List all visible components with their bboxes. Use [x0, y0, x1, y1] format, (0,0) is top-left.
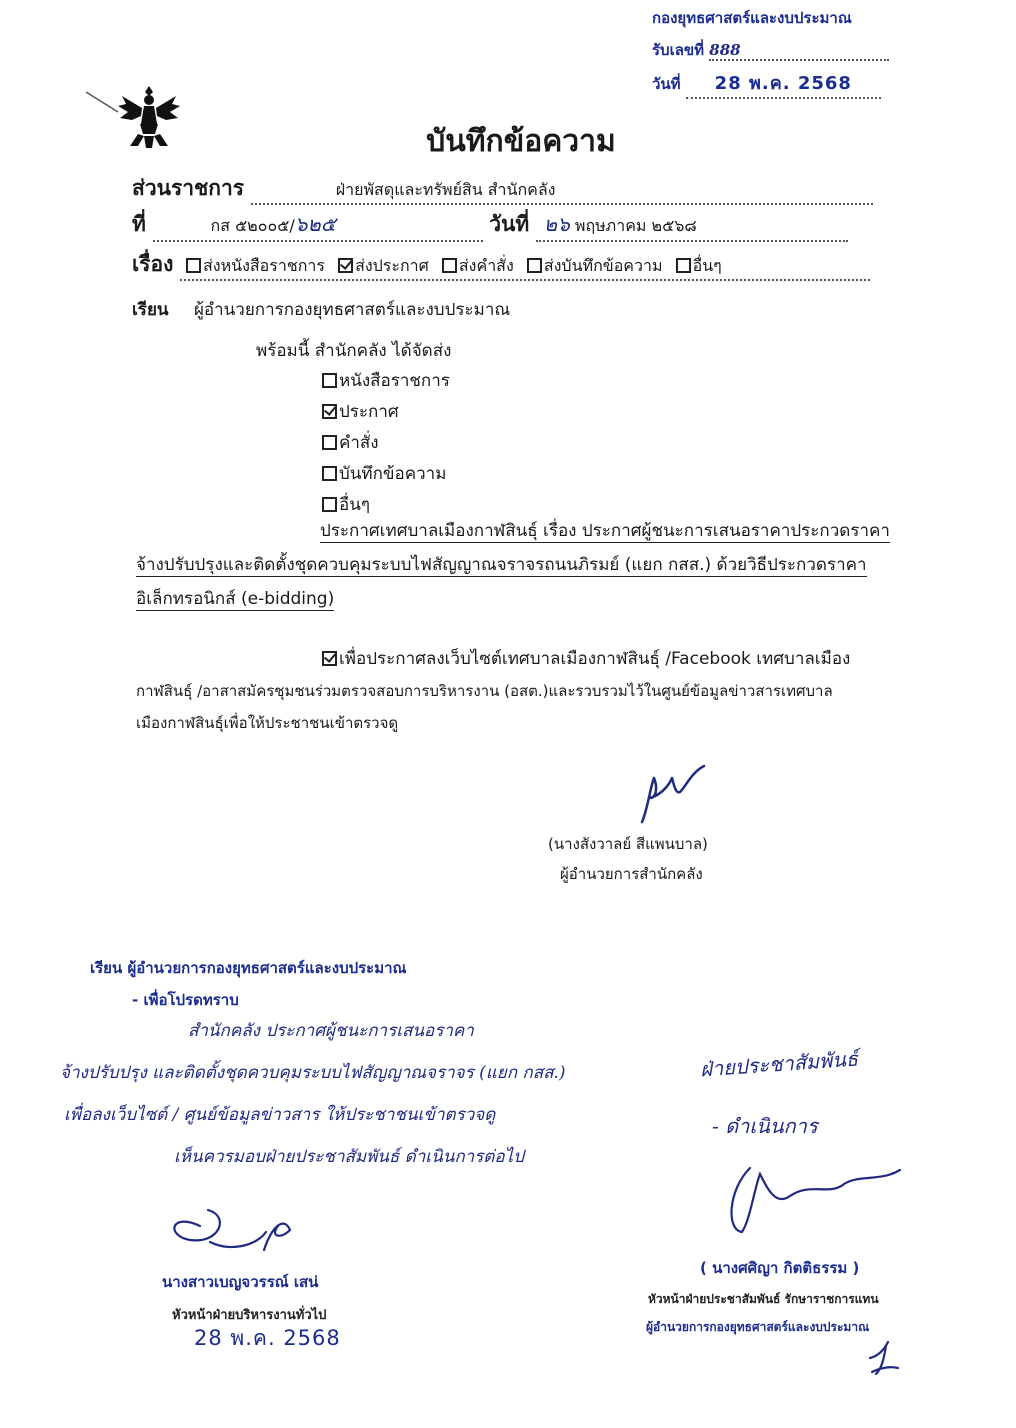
checkbox-checked[interactable]	[322, 651, 337, 666]
subject-label: เรื่อง	[132, 252, 174, 276]
checklist-item[interactable]: คำสั่ง	[322, 428, 450, 458]
date-label: วันที่	[489, 212, 530, 236]
purpose-line-2: กาฬสินธุ์ /อาสาสมัครชุมชนร่วมตรวจสอบการบริหารงาน (อสต.)และรวบรวมไว้ในศูนย์ข้อมูลข่าวสารเทศบาล	[136, 682, 833, 700]
checkbox[interactable]	[527, 258, 542, 273]
stamp-date-label: วันที่	[652, 75, 681, 93]
right-note-1: ฝ่ายประชาสัมพันธ์	[699, 1046, 859, 1082]
checkbox[interactable]	[442, 258, 457, 273]
checklist-item[interactable]: บันทึกข้อความ	[322, 459, 450, 489]
checkbox[interactable]	[186, 258, 201, 273]
subject-option[interactable]: ส่งหนังสือราชการ	[186, 256, 325, 275]
stamp-received-label: รับเลขที่	[652, 41, 705, 59]
endorsement-purpose: - เพื่อโปรดทราบ	[132, 991, 239, 1009]
handwritten-note	[60, 1010, 566, 1178]
ref-label: ที่	[132, 212, 146, 236]
signature-pr-head	[720, 1160, 910, 1240]
subject-options	[180, 254, 870, 281]
right-signer-position-2: ผู้อำนวยการกองยุทธศาสตร์และงบประมาณ	[646, 1320, 870, 1334]
announcement-line-1: ประกาศเทศบาลเมืองกาฬสินธุ์ เรื่อง ประกาศผู้ชนะการเสนอราคาประกวดราคา	[320, 521, 890, 541]
subject-option[interactable]: อื่นๆ	[676, 256, 722, 275]
endorsement-to: เรียน ผู้อำนวยการกองยุทธศาสตร์และงบประมาณ	[90, 959, 407, 977]
left-signer-name: นางสาวเบญจวรรณ์ เสน่	[162, 1273, 319, 1291]
checklist-item[interactable]: อื่นๆ	[322, 490, 450, 520]
stamp-date-row	[652, 68, 889, 99]
handwriting-line: เพื่อลงเว็บไซต์ / ศูนย์ข้อมูลข่าวสาร ให้ประชาชนเข้าตรวจดู	[64, 1105, 496, 1125]
checklist-item[interactable]: หนังสือราชการ	[322, 366, 450, 396]
initial-mark	[866, 1338, 902, 1378]
checkbox[interactable]	[676, 258, 691, 273]
dept-label: ส่วนราชการ	[132, 176, 245, 200]
subject-option[interactable]: ส่งคำสั่ง	[442, 256, 514, 275]
to-row	[132, 296, 510, 323]
subject-option[interactable]: ส่งบันทึกข้อความ	[527, 256, 663, 275]
intro-text: พร้อมนี้ สำนักคลัง ได้จัดส่ง	[256, 341, 452, 361]
stamp-org: กองยุทธศาสตร์และงบประมาณ	[652, 9, 852, 27]
item-checklist	[322, 366, 450, 520]
handwriting-line: จ้างปรับปรุง และติดตั้งชุดควบคุมระบบไฟสัญญาณจราจร (แยก กสส.)	[60, 1063, 566, 1083]
checkbox-checked[interactable]	[338, 258, 353, 273]
checkbox-checked[interactable]	[322, 404, 337, 419]
stamp-date-value: 28 พ.ค. 2568	[686, 68, 881, 99]
checkbox[interactable]	[322, 373, 337, 388]
ref-number: ๖๒๕	[294, 212, 336, 236]
stamp-received-row	[652, 38, 889, 62]
stamp-received-no: 888	[709, 41, 889, 61]
purpose-line-3: เมืองกาฬสินธุ์เพื่อให้ประชาชนเข้าตรวจดู	[136, 714, 399, 732]
purpose-line-1: เพื่อประกาศลงเว็บไซต์เทศบาลเมืองกาฬสินธุ์ /Facebook เทศบาลเมือง	[322, 644, 850, 674]
signer-name: (นางสังวาลย์ สีแพนบาล)	[548, 835, 708, 853]
checkbox[interactable]	[322, 466, 337, 481]
subject-row	[132, 248, 880, 281]
signature-finance-director	[628, 758, 718, 828]
right-note-2: - ดำเนินการ	[712, 1114, 818, 1138]
announcement-line-2: จ้างปรับปรุงและติดตั้งชุดควบคุมระบบไฟสัญญาณจราจรถนนภิรมย์ (แยก กสส.) ด้วยวิธีประกวดราคา	[136, 555, 867, 575]
ref-field	[153, 208, 483, 242]
date-rest: พฤษภาคม ๒๕๖๘	[574, 216, 697, 235]
checkbox[interactable]	[322, 435, 337, 450]
left-signer-position: หัวหน้าฝ่ายบริหารงานทั่วไป	[172, 1308, 327, 1323]
announcement-line-3: อิเล็กทรอนิกส์ (e-bidding)	[136, 589, 335, 609]
document-title: บันทึกข้อความ	[426, 124, 616, 159]
date-day: ๒๖	[543, 212, 570, 236]
signature-general-admin	[160, 1196, 300, 1266]
signer-position: ผู้อำนวยการสำนักคลัง	[560, 865, 703, 883]
ref-prefix: กส ๕๒๐๐๕/	[210, 216, 295, 235]
left-signer-date: 28 พ.ค. 2568	[194, 1326, 341, 1350]
dept-row	[132, 172, 880, 205]
checklist-item[interactable]: ประกาศ	[322, 397, 450, 427]
dept-value: ฝ่ายพัสดุและทรัพย์สิน สำนักคลัง	[251, 178, 873, 205]
subject-option[interactable]: ส่งประกาศ	[338, 256, 429, 275]
checkbox[interactable]	[322, 497, 337, 512]
to-label: เรียน	[132, 300, 169, 320]
handwriting-line: เห็นควรมอบฝ่ายประชาสัมพันธ์ ดำเนินการต่อไป	[174, 1147, 524, 1167]
date-field	[536, 208, 848, 242]
ref-row	[132, 208, 880, 242]
right-signer-position-1: หัวหน้าฝ่ายประชาสัมพันธ์ รักษาราชการแทน	[648, 1292, 879, 1306]
right-signer-name: ( นางศศิญา กิตติธรรม )	[700, 1259, 860, 1277]
receipt-stamp	[652, 6, 889, 99]
handwriting-line: สำนักคลัง ประกาศผู้ชนะการเสนอราคา	[188, 1021, 474, 1041]
to-value: ผู้อำนวยการกองยุทธศาสตร์และงบประมาณ	[193, 300, 511, 320]
